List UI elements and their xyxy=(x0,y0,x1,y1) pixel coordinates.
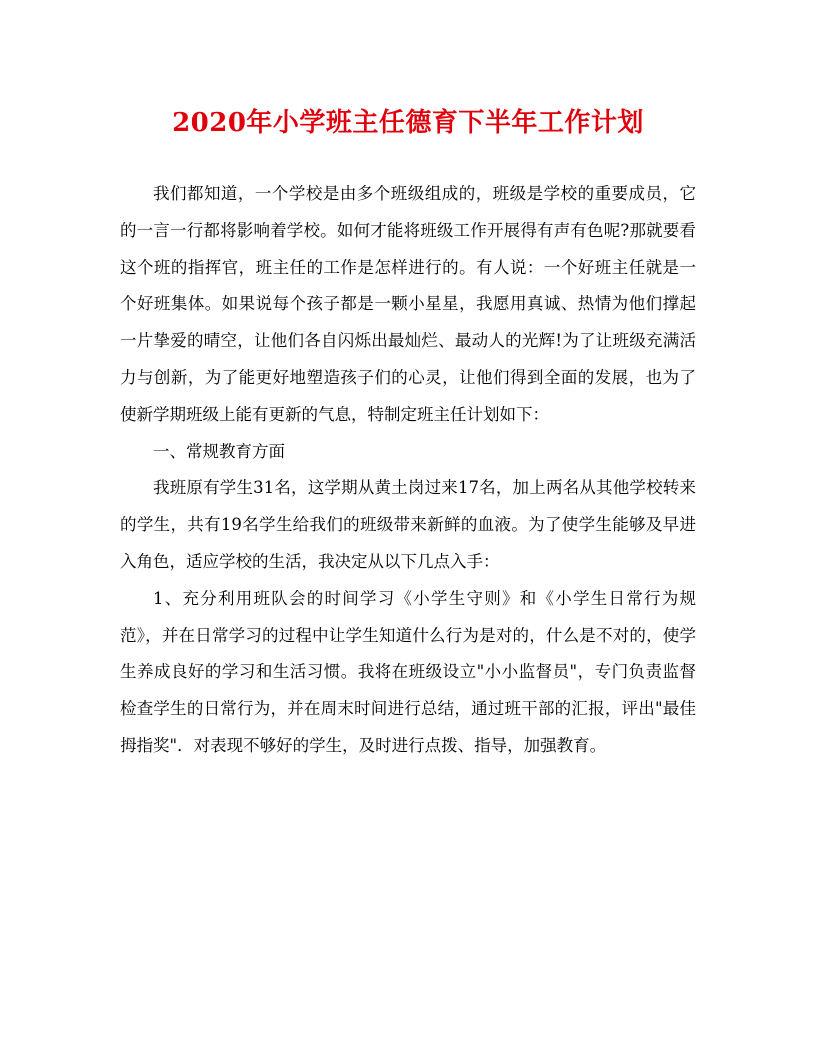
paragraph-item-1: 1、充分利用班队会的时间学习《小学生守则》和《小学生日常行为规范》，并在日常学习的过程中让学生知道什么行为是对的，什么是不对的，使学生养成良好的学习和生活习惯。我将在班级设立"小小监督员"，专门负责监督检查学生的日常行为，并在周末时间进行总结，通过班干部的汇报，评出"最佳拇指奖"．对表现不够好的学生，及时进行点拨、指导，加强教育。 xyxy=(120,588,696,755)
document-body xyxy=(120,176,696,765)
document-title: 2020年小学班主任德育下半年工作计划 xyxy=(172,108,644,138)
section-heading-routine-education: 一、常规教育方面 xyxy=(153,441,285,461)
paragraph-intro: 我们都知道，一个学校是由多个班级组成的，班级是学校的重要成员，它的一言一行都将影响着学校。如何才能将班级工作开展得有声有色呢?那就要看这个班的指挥官，班主任的工作是怎样进行的。有人说：一个好班主任就是一个好班集体。如果说每个孩子都是一颗小星星，我愿用真诚、热情为他们撑起一片挚爱的晴空，让他们各自闪烁出最灿烂、最动人的光辉!为了让班级充满活力与创新，为了能更好地塑造孩子们的心灵，让他们得到全面的发展，也为了使新学期班级上能有更新的气息，特制定班主任计划如下： xyxy=(120,184,696,424)
paragraph-class-students: 我班原有学生31名，这学期从黄土岗过来17名，加上两名从其他学校转来的学生，共有19名学生给我们的班级带来新鲜的血液。为了使学生能够及早进入角色，适应学校的生活，我决定从以下几点入手： xyxy=(120,478,696,571)
